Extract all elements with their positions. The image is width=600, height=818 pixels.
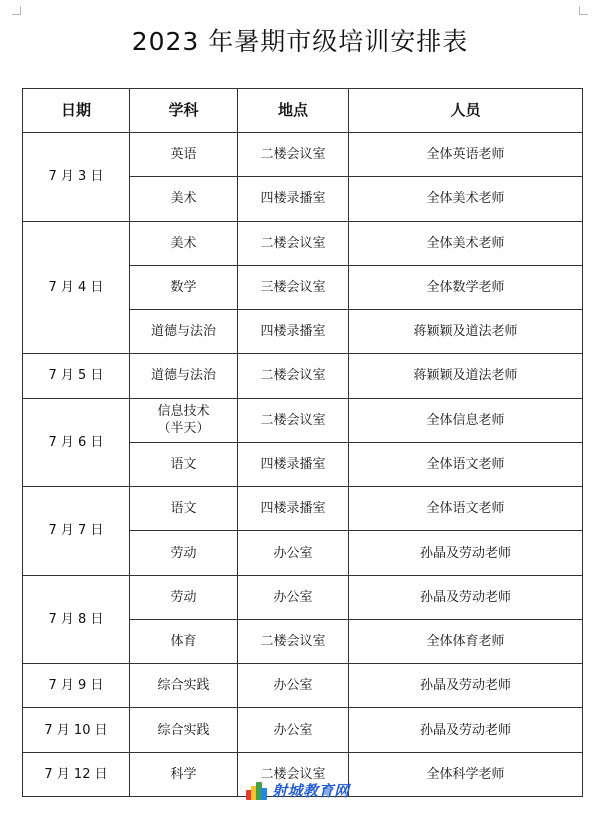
subject-label: 数学 bbox=[170, 279, 197, 295]
place-cell: 办公室 bbox=[238, 531, 349, 575]
staff-cell: 全体语文老师 bbox=[349, 487, 583, 531]
date-cell: 7 月 6 日 bbox=[23, 398, 130, 487]
date-cell: 7 月 10 日 bbox=[23, 708, 130, 752]
table-header-row bbox=[23, 89, 583, 133]
subject-note: （半天） bbox=[157, 421, 210, 437]
date-cell: 7 月 5 日 bbox=[23, 354, 130, 398]
place-cell: 二楼会议室 bbox=[238, 619, 349, 663]
date-cell: 7 月 3 日 bbox=[23, 133, 130, 222]
staff-cell: 全体信息老师 bbox=[349, 398, 583, 442]
date-cell: 7 月 12 日 bbox=[23, 752, 130, 796]
subject-cell bbox=[130, 664, 238, 708]
subject-label: 语文 bbox=[170, 456, 197, 472]
subject-label: 综合实践 bbox=[157, 722, 210, 738]
watermark bbox=[246, 780, 350, 801]
subject-cell bbox=[130, 310, 238, 354]
subject-cell bbox=[130, 354, 238, 398]
table-row bbox=[23, 133, 583, 177]
table-row bbox=[23, 664, 583, 708]
subject-cell bbox=[130, 708, 238, 752]
staff-cell: 全体英语老师 bbox=[349, 133, 583, 177]
staff-cell: 全体体育老师 bbox=[349, 619, 583, 663]
page-corner-mark-right bbox=[579, 6, 588, 15]
logo-bar bbox=[261, 788, 267, 800]
subject-label: 语文 bbox=[170, 501, 197, 517]
subject-cell bbox=[130, 221, 238, 265]
staff-cell: 全体语文老师 bbox=[349, 442, 583, 486]
staff-cell: 全体科学老师 bbox=[349, 752, 583, 796]
staff-cell: 蒋颖颖及道法老师 bbox=[349, 354, 583, 398]
staff-cell: 蒋颖颖及道法老师 bbox=[349, 310, 583, 354]
subject-label: 劳动 bbox=[170, 545, 197, 561]
place-cell: 二楼会议室 bbox=[238, 133, 349, 177]
date-cell: 7 月 8 日 bbox=[23, 575, 130, 664]
subject-label: 科学 bbox=[170, 766, 197, 782]
staff-cell: 全体美术老师 bbox=[349, 221, 583, 265]
subject-label: 道德与法治 bbox=[150, 368, 216, 384]
staff-cell: 全体美术老师 bbox=[349, 177, 583, 221]
subject-label: 体育 bbox=[170, 634, 197, 650]
place-cell: 办公室 bbox=[238, 575, 349, 619]
table-row bbox=[23, 487, 583, 531]
staff-cell: 孙晶及劳动老师 bbox=[349, 575, 583, 619]
place-cell: 四楼录播室 bbox=[238, 487, 349, 531]
place-cell: 二楼会议室 bbox=[238, 221, 349, 265]
subject-cell bbox=[130, 487, 238, 531]
subject-label: 综合实践 bbox=[157, 678, 210, 694]
page-corner-mark-left bbox=[12, 6, 21, 15]
subject-label: 信息技术 bbox=[157, 404, 210, 420]
header-subject: 学科 bbox=[130, 89, 238, 133]
place-cell: 四楼录播室 bbox=[238, 442, 349, 486]
staff-cell: 全体数学老师 bbox=[349, 265, 583, 309]
page-title: 2023 年暑期市级培训安排表 bbox=[131, 27, 469, 56]
subject-cell bbox=[130, 133, 238, 177]
table-row bbox=[23, 221, 583, 265]
subject-label: 道德与法治 bbox=[150, 324, 216, 340]
subject-cell bbox=[130, 531, 238, 575]
subject-cell bbox=[130, 575, 238, 619]
place-cell: 办公室 bbox=[238, 664, 349, 708]
place-cell: 四楼录播室 bbox=[238, 177, 349, 221]
header-date: 日期 bbox=[23, 89, 130, 133]
table-row bbox=[23, 354, 583, 398]
place-cell: 二楼会议室 bbox=[238, 398, 349, 442]
date-cell: 7 月 7 日 bbox=[23, 487, 130, 576]
place-cell: 办公室 bbox=[238, 708, 349, 752]
table-row bbox=[23, 708, 583, 752]
staff-cell: 孙晶及劳动老师 bbox=[349, 708, 583, 752]
place-cell: 四楼录播室 bbox=[238, 310, 349, 354]
subject-cell bbox=[130, 177, 238, 221]
place-cell: 三楼会议室 bbox=[238, 265, 349, 309]
watermark-text: 射城教育网 bbox=[272, 782, 350, 800]
header-place: 地点 bbox=[238, 89, 349, 133]
date-cell: 7 月 4 日 bbox=[23, 221, 130, 354]
staff-cell: 孙晶及劳动老师 bbox=[349, 664, 583, 708]
table-row bbox=[23, 398, 583, 442]
watermark-logo-icon bbox=[246, 782, 268, 800]
schedule-body bbox=[23, 133, 583, 797]
date-cell: 7 月 9 日 bbox=[23, 664, 130, 708]
subject-label: 英语 bbox=[170, 147, 197, 163]
staff-cell: 孙晶及劳动老师 bbox=[349, 531, 583, 575]
place-cell: 二楼会议室 bbox=[238, 354, 349, 398]
subject-label: 美术 bbox=[170, 235, 197, 251]
table-row bbox=[23, 575, 583, 619]
subject-cell bbox=[130, 442, 238, 486]
schedule-table bbox=[22, 88, 583, 797]
subject-cell bbox=[130, 619, 238, 663]
header-staff: 人员 bbox=[349, 89, 583, 133]
subject-cell bbox=[130, 265, 238, 309]
subject-label: 美术 bbox=[170, 191, 197, 207]
place-cell: 二楼会议室 bbox=[238, 752, 349, 796]
subject-label: 劳动 bbox=[170, 589, 197, 605]
subject-cell bbox=[130, 752, 238, 796]
subject-cell bbox=[130, 398, 238, 442]
